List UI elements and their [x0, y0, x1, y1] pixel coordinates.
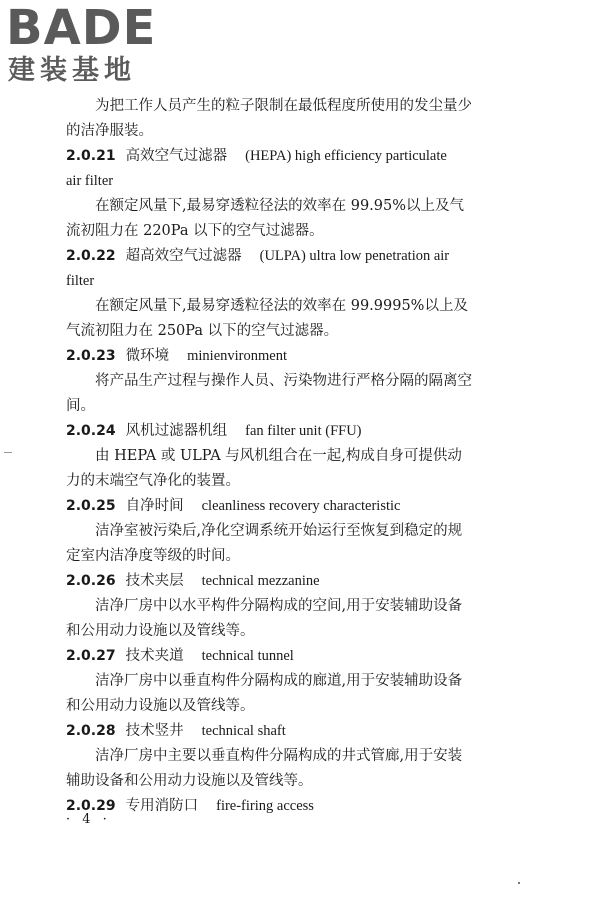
term-entry	[66, 144, 540, 244]
term-english: fan filter unit (FFU)	[245, 423, 362, 439]
term-number: 2.0.24	[66, 423, 116, 439]
term-number: 2.0.28	[66, 723, 116, 739]
definition-line: 洁净厂房中主要以垂直构件分隔构成的井式管廊,用于安装	[95, 748, 463, 764]
term-english: technical shaft	[201, 723, 286, 739]
term-heading	[66, 494, 540, 519]
term-number: 2.0.27	[66, 648, 116, 664]
term-english-continued: air filter	[66, 173, 114, 189]
term-number: 2.0.22	[66, 248, 116, 264]
page-number: · 4 ·	[66, 812, 111, 827]
definition-line: 洁净室被污染后,净化空调系统开始运行至恢复到稳定的规	[95, 523, 463, 539]
term-number: 2.0.29	[66, 798, 116, 814]
term-english: (ULPA) ultra low penetration air	[259, 248, 450, 264]
term-english: cleanliness recovery characteristic	[201, 498, 401, 514]
term-entry	[66, 244, 540, 344]
definition-line: 洁净厂房中以垂直构件分隔构成的廊道,用于安装辅助设备	[95, 673, 463, 689]
term-entry	[66, 344, 540, 419]
intro-line: 为把工作人员产生的粒子限制在最低程度所使用的发尘量少	[95, 98, 472, 114]
term-heading	[66, 719, 540, 744]
term-heading	[66, 144, 540, 169]
term-heading	[66, 344, 540, 369]
term-entry	[66, 569, 540, 644]
definition-line: 间。	[66, 398, 95, 414]
term-chinese: 超高效空气过滤器	[125, 248, 242, 264]
definition-line: 将产品生产过程与操作人员、污染物进行严格分隔的隔离空	[95, 373, 472, 389]
definition-line: 由 HEPA 或 ULPA 与风机组合在一起,构成自身可提供动	[95, 448, 462, 464]
document-body	[66, 94, 540, 819]
logo-wordmark: BADE	[6, 0, 157, 56]
logo-subtitle: 建装基地	[8, 55, 136, 86]
intro-line: 的洁净服装。	[66, 123, 153, 139]
term-number: 2.0.21	[66, 148, 116, 164]
bade-logo	[6, 0, 176, 89]
term-list	[66, 144, 540, 819]
term-definition	[66, 294, 540, 344]
definition-line: 和公用动力设施以及管线等。	[66, 698, 255, 714]
definition-line: 和公用动力设施以及管线等。	[66, 623, 255, 639]
term-chinese: 微环境	[125, 348, 170, 364]
scan-edge-mark	[4, 452, 12, 453]
term-heading	[66, 244, 540, 269]
term-english: fire-firing access	[216, 798, 314, 814]
term-number: 2.0.23	[66, 348, 116, 364]
term-definition	[66, 669, 540, 719]
intro-paragraph	[66, 94, 540, 144]
term-chinese: 专用消防口	[125, 798, 199, 814]
definition-line: 在额定风量下,最易穿透粒径法的效率在 99.9995%以上及	[95, 298, 468, 314]
term-definition	[66, 444, 540, 494]
term-entry	[66, 494, 540, 569]
term-english: technical tunnel	[201, 648, 294, 664]
term-english: minienvironment	[187, 348, 287, 364]
term-english-continued: filter	[66, 273, 95, 289]
term-definition	[66, 519, 540, 569]
definition-line: 流初阻力在 220Pa 以下的空气过滤器。	[66, 223, 324, 239]
term-chinese: 自净时间	[125, 498, 184, 514]
term-entry	[66, 794, 540, 819]
term-definition	[66, 369, 540, 419]
definition-line: 定室内洁净度等级的时间。	[66, 548, 240, 564]
definition-line: 辅助设备和公用动力设施以及管线等。	[66, 773, 313, 789]
term-heading	[66, 794, 540, 819]
term-definition	[66, 594, 540, 644]
term-chinese: 风机过滤器机组	[125, 423, 228, 439]
term-heading	[66, 569, 540, 594]
term-definition	[66, 744, 540, 794]
definition-line: 在额定风量下,最易穿透粒径法的效率在 99.95%以上及气	[95, 198, 465, 214]
term-chinese: 高效空气过滤器	[125, 148, 228, 164]
term-chinese: 技术夹层	[125, 573, 184, 589]
scan-dot	[518, 882, 520, 884]
term-entry	[66, 644, 540, 719]
term-definition	[66, 194, 540, 244]
term-number: 2.0.25	[66, 498, 116, 514]
term-chinese: 技术夹道	[125, 648, 184, 664]
term-number: 2.0.26	[66, 573, 116, 589]
term-heading	[66, 644, 540, 669]
term-english: technical mezzanine	[201, 573, 320, 589]
definition-line: 洁净厂房中以水平构件分隔构成的空间,用于安装辅助设备	[95, 598, 463, 614]
definition-line: 气流初阻力在 250Pa 以下的空气过滤器。	[66, 323, 339, 339]
term-entry	[66, 719, 540, 794]
definition-line: 力的末端空气净化的装置。	[66, 473, 240, 489]
term-chinese: 技术竖井	[125, 723, 184, 739]
term-heading	[66, 419, 540, 444]
term-english: (HEPA) high efficiency particulate	[245, 148, 447, 164]
term-entry	[66, 419, 540, 494]
